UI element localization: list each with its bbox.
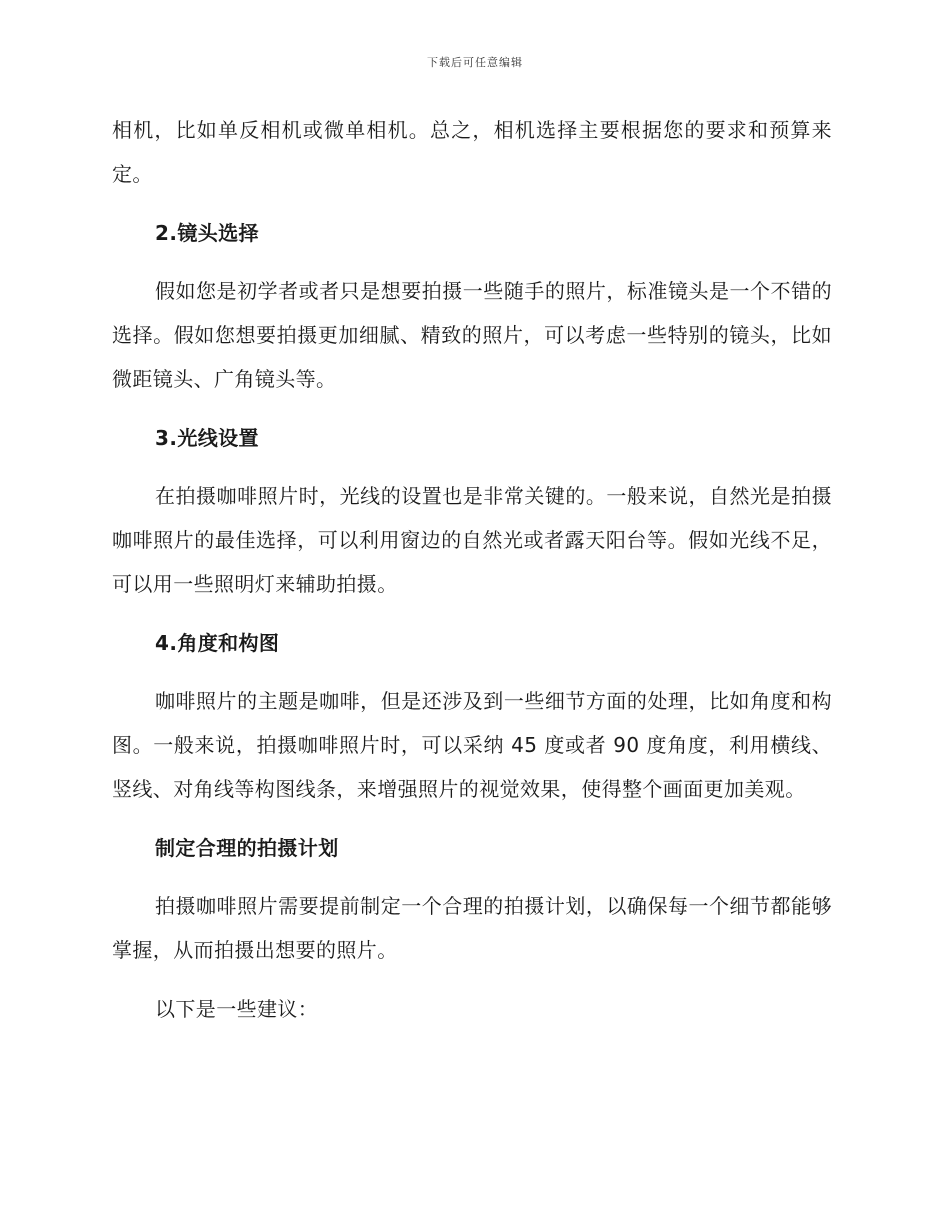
paragraph-lens-selection: 假如您是初学者或者只是想要拍摄一些随手的照片，标准镜头是一个不错的选择。假如您想要拍摄更加细腻、精致的照片，可以考虑一些特别的镜头，比如微距镜头、广角镜头等。 bbox=[112, 279, 832, 391]
heading-shooting-plan: 制定合理的拍摄计划 bbox=[155, 836, 339, 860]
heading-lighting-setup: 3.光线设置 bbox=[155, 426, 259, 450]
document-body bbox=[112, 108, 832, 1046]
paragraph-angle-composition: 咖啡照片的主题是咖啡，但是还涉及到一些细节方面的处理，比如角度和构图。一般来说，拍摄咖啡照片时，可以采纳 45 度或者 90 度角度，利用横线、竖线、对角线等构图线条，来增强照片的视觉效果，使得整个画面更加美观。 bbox=[112, 689, 832, 801]
heading-angle-composition: 4.角度和构图 bbox=[155, 631, 280, 655]
paragraph-suggestions-intro: 以下是一些建议： bbox=[155, 997, 319, 1021]
paragraph-shooting-plan: 拍摄咖啡照片需要提前制定一个合理的拍摄计划，以确保每一个细节都能够掌握，从而拍摄出想要的照片。 bbox=[112, 894, 832, 962]
paragraph-lighting-setup: 在拍摄咖啡照片时，光线的设置也是非常关键的。一般来说，自然光是拍摄咖啡照片的最佳选择，可以利用窗边的自然光或者露天阳台等。假如光线不足，可以用一些照明灯来辅助拍摄。 bbox=[112, 484, 832, 596]
heading-lens-selection: 2.镜头选择 bbox=[155, 221, 259, 245]
paragraph-camera-summary: 相机，比如单反相机或微单相机。总之，相机选择主要根据您的要求和预算来定。 bbox=[112, 118, 832, 186]
header-note: 下载后可任意编辑 bbox=[427, 56, 523, 69]
